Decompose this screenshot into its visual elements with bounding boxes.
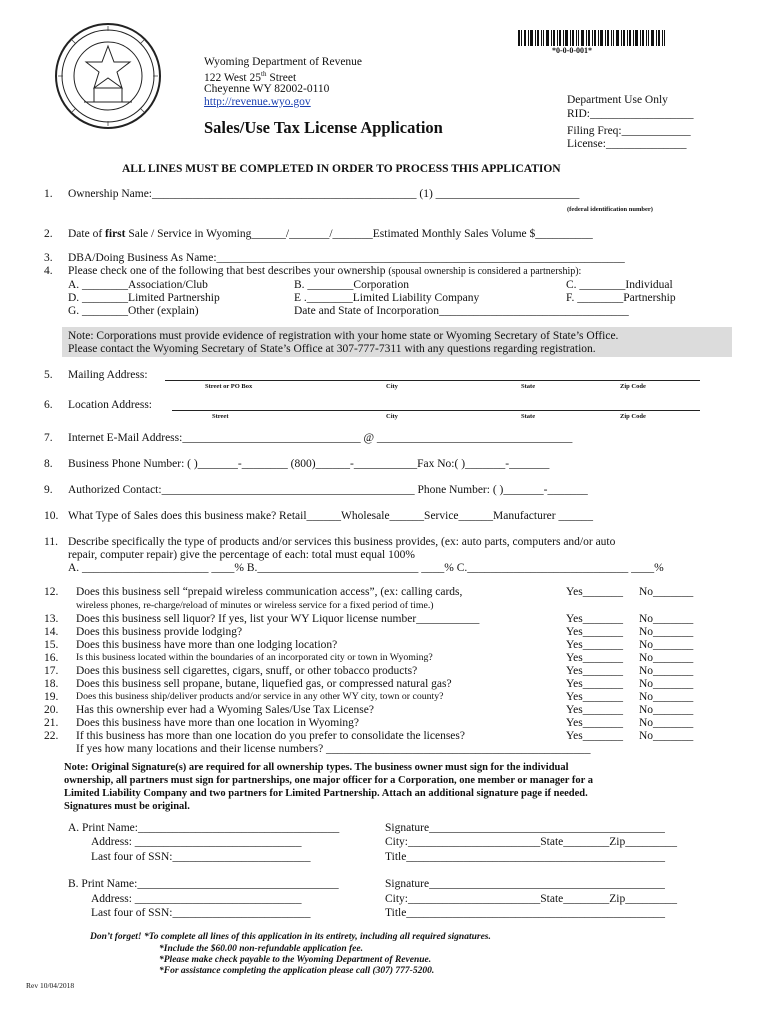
signer-b-print-name-field[interactable]: B. Print Name:___________________________________ — [68, 878, 339, 890]
yes-no-question-number: 18. — [44, 678, 59, 690]
yes-no-question-text: Does this business have more than one location in Wyoming? — [76, 717, 360, 729]
yes-answer-field[interactable]: Yes_______ — [566, 613, 623, 625]
yes-no-question-number: 20. — [44, 704, 59, 716]
products-percentage-fields[interactable]: A. ______________________ ____% B.____________________________ ____% C.____________________________ ____% — [68, 562, 664, 574]
sales-type-field[interactable]: What Type of Sales does this business make? Retail______Wholesale______Service______Manufacturer ______ — [68, 510, 593, 522]
option-other[interactable]: G. ________Other (explain) — [68, 305, 199, 317]
option-individual[interactable]: C. ________Individual — [566, 279, 673, 291]
no-answer-field[interactable]: No_______ — [639, 704, 694, 716]
ownership-name-field[interactable]: Ownership Name:______________________________________________ (1) _________________________ — [68, 188, 580, 200]
yes-no-question-text: Does this business ship/deliver products and/or service in any other WY city, town or county? — [76, 691, 444, 702]
yes-no-question-number: 22. — [44, 730, 59, 742]
yes-no-question-text: Has this ownership ever had a Wyoming Sales/Use Tax License? — [76, 704, 374, 716]
signature-note-line1: Note: Original Signature(s) are required for all ownership types. The business owner must sign for the individual — [64, 762, 569, 773]
yes-no-question-text: Does this business sell “prepaid wireless communication access”, (ex: calling cards, — [76, 586, 463, 598]
q4-number: 4. — [44, 265, 53, 277]
first-sale-date-field[interactable]: Date of first Sale / Service in Wyoming______/_______/_______Estimated Monthly Sales Volume $__________ — [68, 228, 593, 240]
location-address-field[interactable] — [172, 410, 700, 411]
mailing-address-label: Mailing Address: — [68, 369, 148, 381]
mailing-street-caption: Street or PO Box — [205, 383, 253, 390]
footer-reminder-line4: *For assistance completing the application please call (307) 777-5200. — [159, 966, 435, 976]
wyoming-state-seal — [54, 22, 162, 130]
q1-number: 1. — [44, 188, 53, 200]
mailing-city-caption: City — [386, 383, 398, 390]
yes-answer-field[interactable]: Yes_______ — [566, 639, 623, 651]
q7-number: 7. — [44, 432, 53, 444]
yes-answer-field[interactable]: Yes_______ — [566, 665, 623, 677]
option-limited-partnership[interactable]: D. ________Limited Partnership — [68, 292, 220, 304]
option-association-club[interactable]: A. ________Association/Club — [68, 279, 208, 291]
corporation-note-line2: Please contact the Wyoming Secretary of State’s Office at 307-777-7311 with any questions regarding registration. — [68, 343, 596, 355]
yes-no-question-text: Does this business sell liquor? If yes, list your WY Liquor license number___________ — [76, 613, 480, 625]
signer-a-print-name-field[interactable]: A. Print Name:___________________________________ — [68, 822, 340, 834]
signer-a-signature-field[interactable]: Signature_________________________________________ — [385, 822, 665, 834]
no-answer-field[interactable]: No_______ — [639, 626, 694, 638]
yes-no-question-text: wireless phones, re-charge/reload of minutes or wireless service for a fixed period of time.) — [76, 600, 434, 611]
no-answer-field[interactable]: No_______ — [639, 691, 694, 703]
yes-no-question-text: Is this business located within the boundaries of an incorporated city or town in Wyoming? — [76, 652, 433, 663]
q11-number: 11. — [44, 536, 58, 548]
q6-number: 6. — [44, 399, 53, 411]
authorized-contact-field[interactable]: Authorized Contact:____________________________________________ Phone Number: ( )_______-_______ — [68, 484, 588, 496]
q9-number: 9. — [44, 484, 53, 496]
yes-no-question-text: Does this business have more than one lodging location? — [76, 639, 338, 651]
yes-no-question-number: 21. — [44, 717, 59, 729]
page-title: Sales/Use Tax License Application — [204, 118, 443, 137]
yes-answer-field[interactable]: Yes_______ — [566, 717, 623, 729]
filing-freq-field: Filing Freq:____________ — [567, 125, 691, 137]
agency-street: 122 West 25th Street — [204, 70, 297, 84]
q5-number: 5. — [44, 369, 53, 381]
email-field[interactable]: Internet E-Mail Address:_______________________________ @ __________________________________ — [68, 432, 573, 444]
agency-website-link[interactable]: http://revenue.wyo.gov — [204, 96, 311, 108]
signature-note-line4: Signatures must be original. — [64, 801, 190, 812]
signature-note-line2: ownership, all partners must sign for partnerships, one major officer for a Corporation, one member or manager for a — [64, 775, 593, 786]
q10-number: 10. — [44, 510, 59, 522]
yes-no-question-text: If this business has more than one location do you prefer to consolidate the licenses? — [76, 730, 465, 742]
no-answer-field[interactable]: No_______ — [639, 665, 694, 677]
signer-a-title-field[interactable]: Title_____________________________________________ — [385, 851, 666, 863]
mailing-state-caption: State — [521, 383, 536, 390]
signer-a-address-field[interactable]: Address: _____________________________ — [91, 836, 302, 848]
no-answer-field[interactable]: No_______ — [639, 586, 694, 598]
no-answer-field[interactable]: No_______ — [639, 652, 694, 664]
signer-a-ssn-field[interactable]: Last four of SSN:________________________ — [91, 851, 311, 863]
no-answer-field[interactable]: No_______ — [639, 717, 694, 729]
location-address-label: Location Address: — [68, 399, 152, 411]
fein-caption: (federal identification number) — [567, 206, 653, 213]
signer-b-city-state-zip-field[interactable]: City:_______________________State________Zip_________ — [385, 893, 677, 905]
corporation-note-line1: Note: Corporations must provide evidence of registration with your home state or Wyoming Secretary of State’s Office. — [68, 330, 619, 342]
option-partnership[interactable]: F. ________Partnership — [566, 292, 676, 304]
revision-date: Rev 10/04/2018 — [26, 981, 75, 990]
location-state-caption: State — [521, 413, 536, 420]
barcode — [518, 30, 665, 46]
footer-reminder-line1: Don’t forget! *To complete all lines of this application in its entirety, including all required signatures. — [90, 932, 491, 942]
no-answer-field[interactable]: No_______ — [639, 678, 694, 690]
mailing-zip-caption: Zip Code — [620, 383, 646, 390]
option-corporation[interactable]: B. ________Corporation — [294, 279, 409, 291]
yes-no-question-text: Does this business sell cigarettes, cigars, snuff, or other tobacco products? — [76, 665, 418, 677]
barcode-text: *0-0-0-001* — [552, 46, 592, 55]
signer-b-address-field[interactable]: Address: _____________________________ — [91, 893, 302, 905]
yes-no-question-number: 17. — [44, 665, 59, 677]
signer-b-title-field[interactable]: Title_____________________________________________ — [385, 907, 666, 919]
agency-name: Wyoming Department of Revenue — [204, 56, 363, 68]
yes-no-question-number: 16. — [44, 652, 59, 664]
yes-no-question-number: 12. — [44, 586, 59, 598]
yes-no-question-text: Does this business provide lodging? — [76, 626, 243, 638]
yes-answer-field[interactable]: Yes_______ — [566, 626, 623, 638]
yes-answer-field[interactable]: Yes_______ — [566, 586, 623, 598]
agency-city: Cheyenne WY 82002-0110 — [204, 83, 330, 95]
no-answer-field[interactable]: No_______ — [639, 730, 694, 742]
yes-no-question-number: 14. — [44, 626, 59, 638]
business-phone-field[interactable]: Business Phone Number: ( )_______-________ (800)______-___________Fax No:( )_______-_______ — [68, 458, 550, 470]
signer-b-ssn-field[interactable]: Last four of SSN:________________________ — [91, 907, 311, 919]
no-answer-field[interactable]: No_______ — [639, 639, 694, 651]
signer-a-city-state-zip-field[interactable]: City:_______________________State________Zip_________ — [385, 836, 677, 848]
incorporation-date-state-field[interactable]: Date and State of Incorporation_________________________________ — [294, 305, 629, 317]
mailing-address-field[interactable] — [165, 380, 700, 381]
dba-name-field[interactable]: DBA/Doing Business As Name:_______________________________________________________________________ — [68, 252, 625, 264]
location-street-caption: Street — [212, 413, 229, 420]
yes-answer-field[interactable]: Yes_______ — [566, 691, 623, 703]
yes-no-question-number: 19. — [44, 691, 59, 703]
option-llc[interactable]: E .________Limited Liability Company — [294, 292, 480, 304]
signer-b-signature-field[interactable]: Signature_________________________________________ — [385, 878, 665, 890]
location-zip-caption: Zip Code — [620, 413, 646, 420]
footer-reminder-line3: *Please make check payable to the Wyoming Department of Revenue. — [159, 955, 432, 965]
yes-no-question-number: 13. — [44, 613, 59, 625]
yes-answer-field[interactable]: Yes_______ — [566, 704, 623, 716]
yes-no-question-text: If yes how many locations and their license numbers? ______________________________________________ — [76, 743, 591, 755]
q3-number: 3. — [44, 252, 53, 264]
license-field: License:______________ — [567, 138, 687, 150]
yes-no-question-text: Does this business sell propane, butane, liquefied gas, or compressed natural gas? — [76, 678, 452, 690]
yes-no-question-number: 15. — [44, 639, 59, 651]
rid-field: RID:__________________ — [567, 108, 694, 120]
q2-number: 2. — [44, 228, 53, 240]
yes-answer-field[interactable]: Yes_______ — [566, 678, 623, 690]
ownership-type-prompt: Please check one of the following that best describes your ownership (spousal ownership is considered a partnership): — [68, 265, 582, 277]
signature-note-line3: Limited Liability Company and two partners for Limited Partnership. Attach an additional signature page if needed. — [64, 788, 588, 799]
q8-number: 8. — [44, 458, 53, 470]
products-description-line1: Describe specifically the type of products and/or services this business provides, (ex: auto parts, computers and/or auto — [68, 536, 616, 548]
completion-notice: ALL LINES MUST BE COMPLETED IN ORDER TO PROCESS THIS APPLICATION — [122, 163, 561, 175]
products-description-line2: repair, computer repair) give the percentage of each: total must equal 100% — [68, 549, 415, 561]
yes-answer-field[interactable]: Yes_______ — [566, 652, 623, 664]
no-answer-field[interactable]: No_______ — [639, 613, 694, 625]
footer-reminder-line2: *Include the $60.00 non-refundable application fee. — [159, 944, 363, 954]
yes-answer-field[interactable]: Yes_______ — [566, 730, 623, 742]
dept-use-label: Department Use Only — [567, 94, 668, 106]
location-city-caption: City — [386, 413, 398, 420]
